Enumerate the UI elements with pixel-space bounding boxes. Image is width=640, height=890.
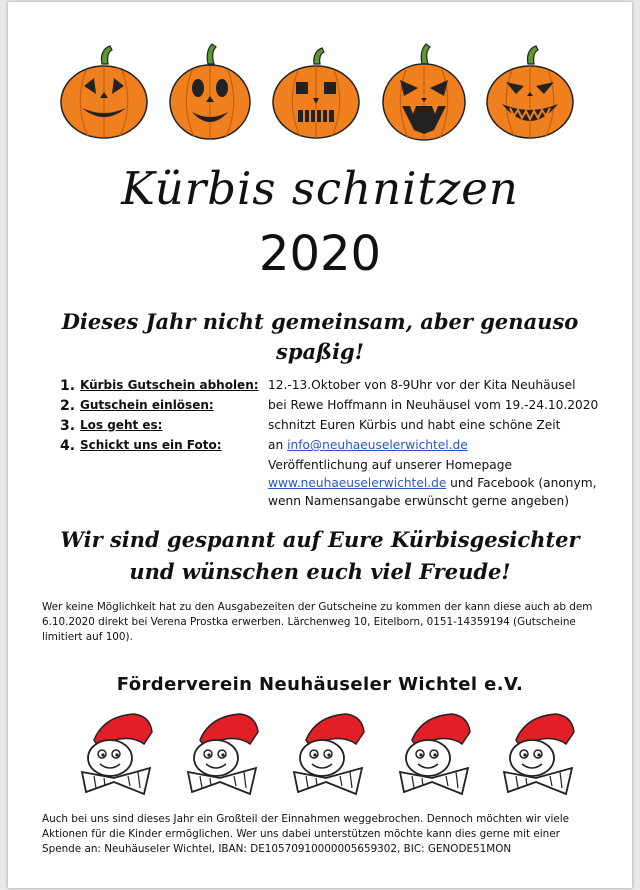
- step-detail: schnitzt Euren Kürbis und habt eine schöne Zeit: [268, 418, 561, 432]
- association-name: Förderverein Neuhäuseler Wichtel e.V.: [116, 674, 524, 695]
- gnome-icon: [496, 710, 582, 798]
- step-number: 2.: [60, 398, 76, 414]
- gnome-icon: [180, 710, 266, 798]
- gnome-icon: [286, 710, 372, 798]
- jack-o-lantern-icon: [268, 42, 364, 142]
- slogan: [28, 524, 612, 588]
- voucher-note: Wer keine Möglichkeit hat zu den Ausgabezeiten der Gutscheine zu kommen der kann diese auch ab dem 6.10.2020 direkt bei Verena Prostka erwerben. Lärchenweg 10, Eitelborn, 0151-14359194 (Gutscheine limitiert auf 100).: [42, 601, 593, 643]
- step-label: Kürbis Gutschein abholen:: [80, 378, 259, 392]
- jack-o-lantern-icon: [162, 42, 258, 142]
- jack-o-lantern-icon: [56, 42, 152, 142]
- jack-o-lantern-icon: [482, 42, 578, 142]
- flyer-page: [8, 2, 632, 888]
- pumpkin-row: [8, 42, 632, 142]
- email-link[interactable]: info@neuhaeuselerwichtel.de: [287, 438, 468, 452]
- step-detail: bei Rewe Hoffmann in Neuhäusel vom 19.-24.10.2020: [268, 398, 599, 412]
- step-label: Gutschein einlösen:: [80, 398, 214, 412]
- subtitle: Dieses Jahr nicht gemeinsam, aber genauso spaßig!: [61, 309, 579, 364]
- page-year: 2020: [258, 226, 382, 282]
- step-number: 3.: [60, 418, 76, 434]
- gnome-row: [8, 710, 632, 800]
- gnome-icon: [74, 710, 160, 798]
- step-detail: [268, 438, 468, 452]
- step-label: Schickt uns ein Foto:: [80, 438, 222, 452]
- facebook-note: und Facebook (anonym,: [446, 476, 597, 490]
- slogan-line: Wir sind gespannt auf Eure Kürbisgesichter: [60, 527, 580, 552]
- name-note: wenn Namensangabe erwünscht gerne angeben): [268, 494, 569, 508]
- slogan-line: und wünschen euch viel Freude!: [129, 559, 511, 584]
- gnome-icon: [392, 710, 478, 798]
- jack-o-lantern-icon: [376, 42, 472, 142]
- publish-note-line: [268, 476, 596, 490]
- publish-note: Veröffentlichung auf unserer Homepage: [268, 458, 512, 472]
- donation-note: Auch bei uns sind dieses Jahr ein Großteil der Einnahmen weggebrochen. Dennoch möchten wir viele Aktionen für die Kinder ermöglichen. Wer uns dabei unterstützen möchte kann dies gerne mit einer Spende an: Neuhäuseler Wichtel, IBAN: DE10570910000005659302, BIC: GENODE51MON: [42, 813, 570, 855]
- page-title: Kürbis schnitzen: [121, 162, 519, 215]
- step-number: 1.: [60, 378, 76, 394]
- step-label: Los geht es:: [80, 418, 163, 432]
- step-detail: 12.-13.Oktober von 8-9Uhr vor der Kita Neuhäusel: [268, 378, 576, 392]
- homepage-link[interactable]: www.neuhaeuselerwichtel.de: [268, 476, 447, 490]
- step-number: 4.: [60, 438, 76, 454]
- email-prefix: an: [268, 438, 288, 452]
